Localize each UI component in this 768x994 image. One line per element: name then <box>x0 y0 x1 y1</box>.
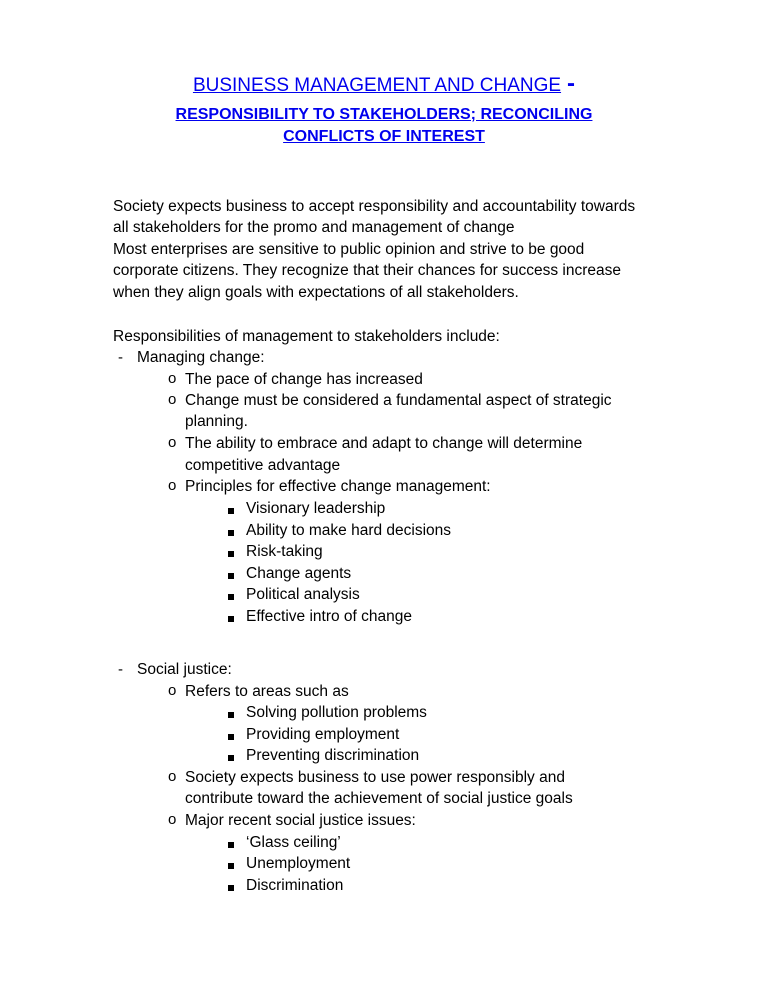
area-item: Solving pollution problems <box>246 704 427 721</box>
principle-item: Visionary leadership <box>246 500 386 517</box>
square-bullet-icon <box>228 863 234 869</box>
paragraph-line: when they align goals with expectations of all stakeholders. <box>113 284 519 301</box>
principle-item: Risk-taking <box>246 543 323 560</box>
intro-text: Responsibilities of management to stakeholders include: <box>113 328 500 345</box>
paragraph-line: corporate citizens. They recognize that their chances for success increase <box>113 262 622 279</box>
paragraph-line: all stakeholders for the promo and management of change <box>113 219 515 236</box>
circle-bullet: o <box>168 768 177 785</box>
list-item: Change must be considered a fundamental aspect of strategic <box>185 392 612 409</box>
square-bullet-icon <box>228 712 234 718</box>
principle-item: Ability to make hard decisions <box>246 522 452 539</box>
area-item: Preventing discrimination <box>246 747 420 764</box>
list-item: The ability to embrace and adapt to change will determine <box>185 435 583 452</box>
square-bullet-icon <box>228 755 234 761</box>
subtitle-line-2: CONFLICTS OF INTEREST <box>283 128 485 145</box>
principle-item: Change agents <box>246 565 352 582</box>
list-item: Major recent social justice issues: <box>185 812 416 829</box>
list-item-continued: competitive advantage <box>185 457 341 474</box>
principle-item: Political analysis <box>246 586 360 603</box>
circle-bullet: o <box>168 811 177 828</box>
list-item-continued: contribute toward the achievement of social justice goals <box>185 790 573 807</box>
square-bullet-icon <box>228 616 234 622</box>
issue-item: ‘Glass ceiling’ <box>246 834 341 851</box>
dash-marker: - <box>118 661 123 678</box>
subtitle-line-1: RESPONSIBILITY TO STAKEHOLDERS; RECONCILING <box>175 106 593 123</box>
square-bullet-icon <box>228 573 234 579</box>
area-item: Providing employment <box>246 726 400 743</box>
title-dash: - <box>567 70 576 97</box>
issue-item: Discrimination <box>246 877 344 894</box>
circle-bullet: o <box>168 477 177 494</box>
dash-marker: - <box>118 349 123 366</box>
paragraph-line: Society expects business to accept responsibility and accountability towards <box>113 198 636 215</box>
principle-item: Effective intro of change <box>246 608 413 625</box>
list-item-continued: planning. <box>185 413 248 430</box>
square-bullet-icon <box>228 594 234 600</box>
list-item: Society expects business to use power responsibly and <box>185 769 565 786</box>
square-bullet-icon <box>228 734 234 740</box>
section-heading-social-justice: Social justice: <box>137 661 232 678</box>
title-text: BUSINESS MANAGEMENT AND CHANGE <box>192 75 562 96</box>
list-item: Principles for effective change management: <box>185 478 491 495</box>
section-heading-managing-change: Managing change: <box>137 349 265 366</box>
list-item: Refers to areas such as <box>185 683 349 700</box>
square-bullet-icon <box>228 551 234 557</box>
paragraph-line: Most enterprises are sensitive to public opinion and strive to be good <box>113 241 585 258</box>
circle-bullet: o <box>168 370 177 387</box>
circle-bullet: o <box>168 682 177 699</box>
issue-item: Unemployment <box>246 855 351 872</box>
document-title <box>0 70 768 98</box>
list-item: The pace of change has increased <box>185 371 423 388</box>
circle-bullet: o <box>168 434 177 451</box>
square-bullet-icon <box>228 508 234 514</box>
square-bullet-icon <box>228 885 234 891</box>
circle-bullet: o <box>168 391 177 408</box>
square-bullet-icon <box>228 530 234 536</box>
square-bullet-icon <box>228 842 234 848</box>
